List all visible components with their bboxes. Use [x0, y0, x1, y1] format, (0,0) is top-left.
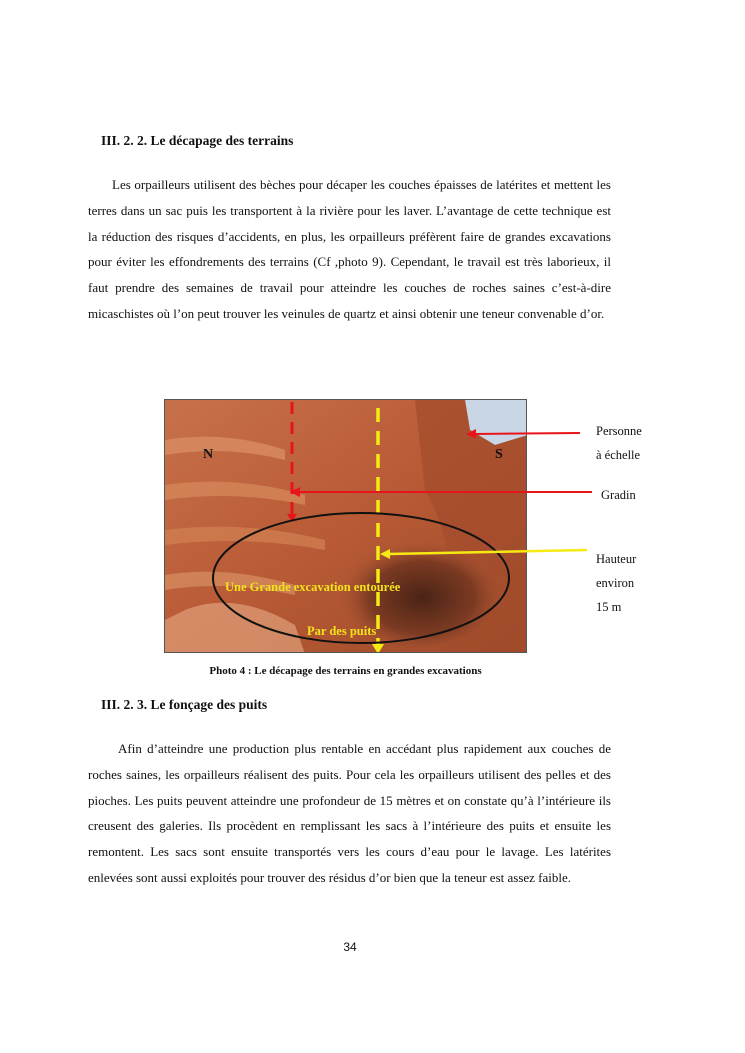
overlay-text-line1: Une Grande excavation entourée [225, 580, 401, 594]
page-number: 34 [343, 940, 357, 954]
paragraph-decapage-text: Les orpailleurs utilisent des bèches pour décaper les couches épaisses de latérites et mettent les terres dans un sac puis les transportent à la rivière pour les laver. L’avantage de cette technique est la réduction des risques d’accidents, en plus, les orpailleurs préfèrent faire de grandes excavations pour éviter les effondrements des terrains (Cf ,photo 9). Cependant, le travail est très laborieux, il faut prendre des semaines de travail pour atteindre les couches de roches saines c’est-à-dire micaschistes où l’on peut trouver les veinules de quartz et ainsi obtenir une teneur convenable d’or. [88, 177, 611, 321]
overlay-text-line2: Par des puits [307, 624, 377, 638]
label-height [596, 547, 636, 619]
excavation-photo [164, 399, 527, 653]
label-height-line2: environ [596, 576, 635, 590]
figure-caption: Photo 4 : Le décapage des terrains en grandes excavations [209, 665, 482, 677]
paragraph-foncage-text: Afin d’atteindre une production plus rentable en accédant plus rapidement aux couches de roches saines, les orpailleurs réalisent des puits. Pour cela les orpailleurs utilisent des pelles et des pioches. Les puits peuvent atteindre une profondeur de 15 mètres et on constate qu’à l’intérieure ils creusent des galeries. Ils procèdent en remplissant les sacs à l’intérieure des puits et ensuite les remontent. Les sacs sont ensuite transportés vers les cours d’eau pour le lavage. Les latérites enlevées sont aussi exploités pour trouver des résidus d’or bien que la teneur est assez faible. [88, 741, 611, 885]
excavation-photo-illustration [165, 400, 527, 653]
label-person-line1: Personne [596, 424, 642, 438]
south-label: S [495, 447, 503, 462]
label-height-line3: 15 m [596, 600, 622, 614]
label-height-line1: Hauteur [596, 552, 637, 566]
label-gradin: Gradin [601, 488, 636, 502]
paragraph-decapage [88, 172, 611, 327]
label-person-line2: à échelle [596, 448, 641, 462]
paragraph-foncage [88, 736, 611, 891]
section-heading-decapage: III. 2. 2. Le décapage des terrains [101, 133, 294, 148]
north-label: N [203, 447, 214, 462]
label-person [596, 419, 642, 467]
section-heading-foncage: III. 2. 3. Le fonçage des puits [101, 697, 268, 712]
